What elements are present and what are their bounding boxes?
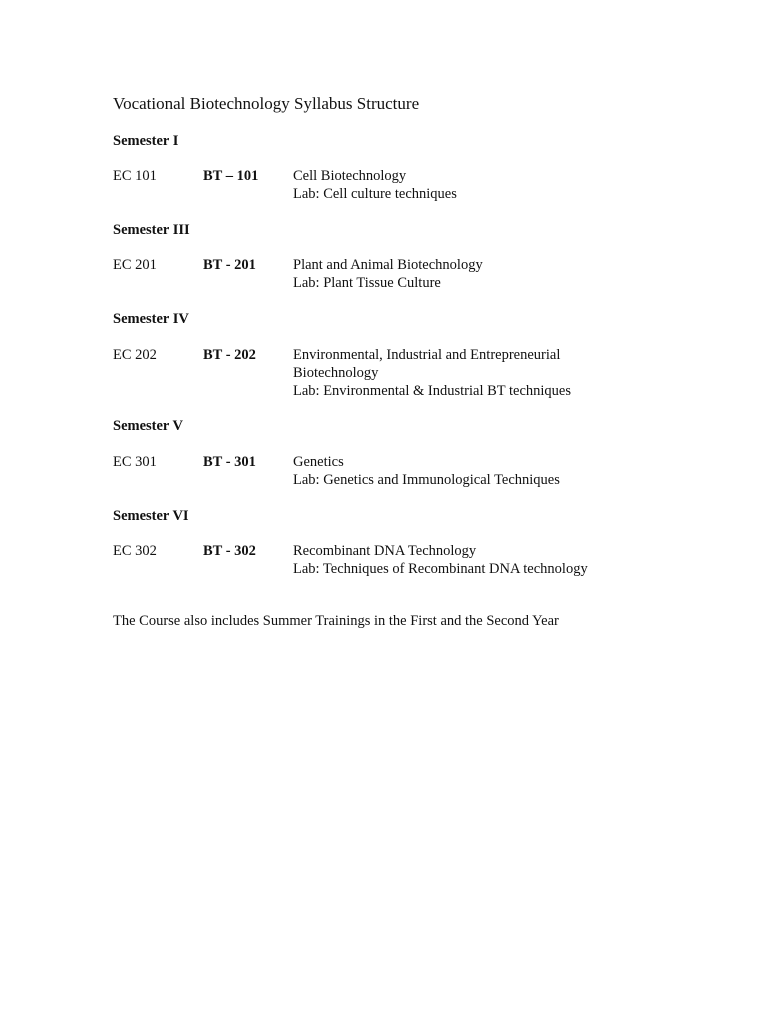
course-description (293, 542, 623, 578)
bt-code: BT - 302 (203, 543, 256, 559)
bt-code: BT - 202 (203, 347, 256, 363)
course-title: Recombinant DNA Technology (293, 543, 477, 559)
ec-code: EC 201 (113, 257, 157, 273)
bt-code: BT – 101 (203, 168, 259, 184)
course-description (293, 346, 623, 400)
course-lab: Lab: Techniques of Recombinant DNA technology (293, 561, 588, 577)
course-lab: Lab: Genetics and Immunological Techniques (293, 472, 560, 488)
course-description (293, 453, 623, 489)
footer-note: The Course also includes Summer Trainings in the First and the Second Year (113, 613, 559, 629)
course-title-continued: Biotechnology (293, 365, 379, 381)
ec-code: EC 301 (113, 454, 157, 470)
semester-heading: Semester III (113, 222, 190, 238)
semester-heading: Semester VI (113, 508, 189, 524)
ec-code: EC 202 (113, 347, 157, 363)
course-title: Cell Biotechnology (293, 168, 407, 184)
course-lab: Lab: Cell culture techniques (293, 186, 457, 202)
ec-code: EC 101 (113, 168, 157, 184)
semester-heading: Semester I (113, 133, 179, 149)
course-lab: Lab: Environmental & Industrial BT techniques (293, 383, 571, 399)
course-description (293, 256, 623, 292)
semester-heading: Semester IV (113, 311, 189, 327)
course-lab: Lab: Plant Tissue Culture (293, 275, 441, 291)
bt-code: BT - 301 (203, 454, 256, 470)
course-title: Genetics (293, 454, 344, 470)
semester-heading: Semester V (113, 418, 183, 434)
bt-code: BT - 201 (203, 257, 256, 273)
ec-code: EC 302 (113, 543, 157, 559)
course-title: Environmental, Industrial and Entrepreneurial (293, 347, 561, 363)
course-title: Plant and Animal Biotechnology (293, 257, 483, 273)
document-title: Vocational Biotechnology Syllabus Structure (113, 94, 420, 113)
course-description (293, 167, 623, 203)
